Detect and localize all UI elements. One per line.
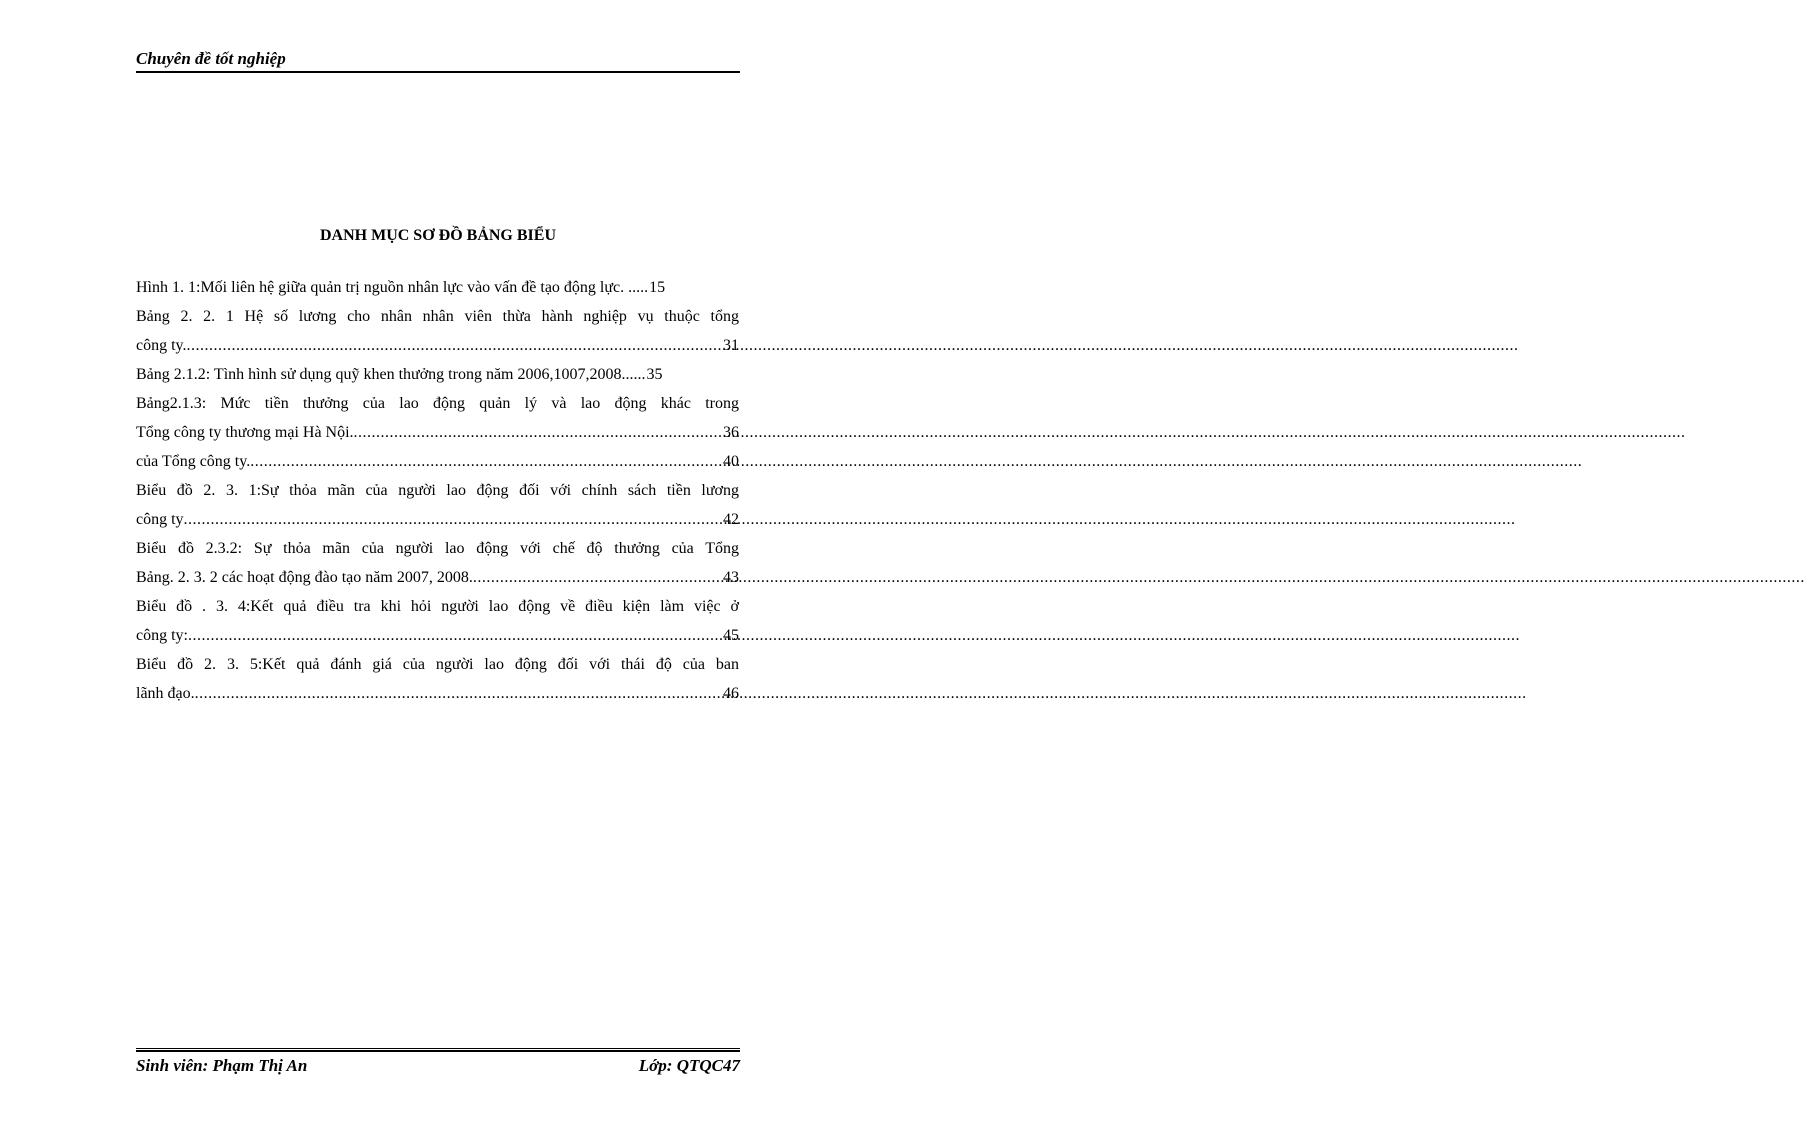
toc-entry[interactable] [136, 447, 739, 476]
toc-entry[interactable] [136, 273, 739, 302]
toc-entry-page: 31 [723, 337, 739, 354]
toc-entry[interactable] [136, 389, 739, 418]
page-footer [136, 1048, 740, 1077]
toc-entry[interactable] [136, 563, 739, 592]
footer-row [136, 1055, 740, 1077]
toc-entry[interactable] [136, 331, 739, 360]
toc-entry[interactable] [136, 505, 739, 534]
footer-rule-thick [136, 1050, 740, 1052]
footer-class: Lớp: QTQC47 [638, 1056, 740, 1075]
page-header [136, 48, 740, 73]
toc-entry-text: Bảng. 2. 3. 2 các hoạt động đào tạo năm 2007, 2008. [136, 569, 473, 586]
toc-entry[interactable] [136, 679, 739, 708]
toc-entry-page: 40 [723, 453, 739, 470]
toc-entry-page: 43 [723, 569, 739, 586]
toc-entry[interactable] [136, 534, 739, 563]
toc-entry-page: 15 [649, 279, 666, 296]
toc-entry[interactable] [136, 302, 739, 331]
toc-leader [184, 505, 722, 534]
toc-entry-text: Bảng 2.1.2: Tình hình sử dụng quỹ khen thưởng trong năm 2006,1007,2008...... [136, 366, 646, 383]
toc-heading: DANH MỤC SƠ ĐỒ BẢNG BIỂU [319, 227, 556, 244]
footer-rule-thin [136, 1048, 740, 1049]
footer-student: Sinh viên: Phạm Thị An [136, 1056, 308, 1075]
toc-entry-text: Biểu đồ . 3. 4:Kết quả điều tra khi hỏi người lao động về điều kiện làm việc ở [136, 598, 739, 615]
toc-entry-page: 45 [723, 627, 739, 644]
toc-entry-page: 36 [723, 424, 739, 441]
table-of-figures [136, 273, 739, 708]
toc-entry-text: Bảng2.1.3: Mức tiền thưởng của lao động quản lý và lao động khác trong [136, 395, 739, 412]
toc-entry[interactable] [136, 650, 739, 679]
toc-entry-text: lãnh đạo. [136, 685, 195, 702]
toc-entry[interactable] [136, 476, 739, 505]
toc-entry-text: công ty [136, 511, 184, 528]
toc-leader [188, 621, 722, 650]
header-rule [136, 71, 740, 73]
toc-entry-text: Bảng 2. 2. 1 Hệ số lương cho nhân nhân viên thừa hành nghiệp vụ thuộc tổng [136, 308, 739, 325]
toc-leader [250, 447, 722, 476]
header-title: Chuyên đề tốt nghiệp [136, 49, 286, 68]
toc-entry-text: công ty. [136, 337, 187, 354]
toc-leader [354, 418, 722, 447]
toc-entry[interactable] [136, 360, 739, 389]
toc-entry[interactable] [136, 592, 739, 621]
toc-entry-text: Biểu đồ 2. 3. 5:Kết quả đánh giá của người lao động đối với thái độ của ban [136, 656, 739, 673]
toc-entry-text: công ty: [136, 627, 188, 644]
toc-entry-text: Tổng công ty thương mại Hà Nội. [136, 424, 354, 441]
toc-entry-text: Biểu đồ 2.3.2: Sự thỏa mãn của người lao động với chế độ thưởng của Tổng [136, 540, 739, 557]
toc-entry-page: 46 [723, 685, 739, 702]
toc-entry-text: Hình 1. 1:Mối liên hệ giữa quản trị nguồn nhân lực vào vấn đề tạo động lực. ..... [136, 279, 649, 296]
toc-entry-page: 42 [723, 511, 739, 528]
toc-entry-text: Biểu đồ 2. 3. 1:Sự thỏa mãn của người lao động đối với chính sách tiền lương [136, 482, 739, 499]
toc-leader [195, 679, 722, 708]
toc-entry-page: 35 [646, 366, 663, 383]
toc-entry[interactable] [136, 418, 739, 447]
toc-entry[interactable] [136, 621, 739, 650]
toc-leader [187, 331, 722, 360]
toc-leader [473, 563, 722, 592]
toc-entry-text: của Tổng công ty. [136, 453, 251, 470]
